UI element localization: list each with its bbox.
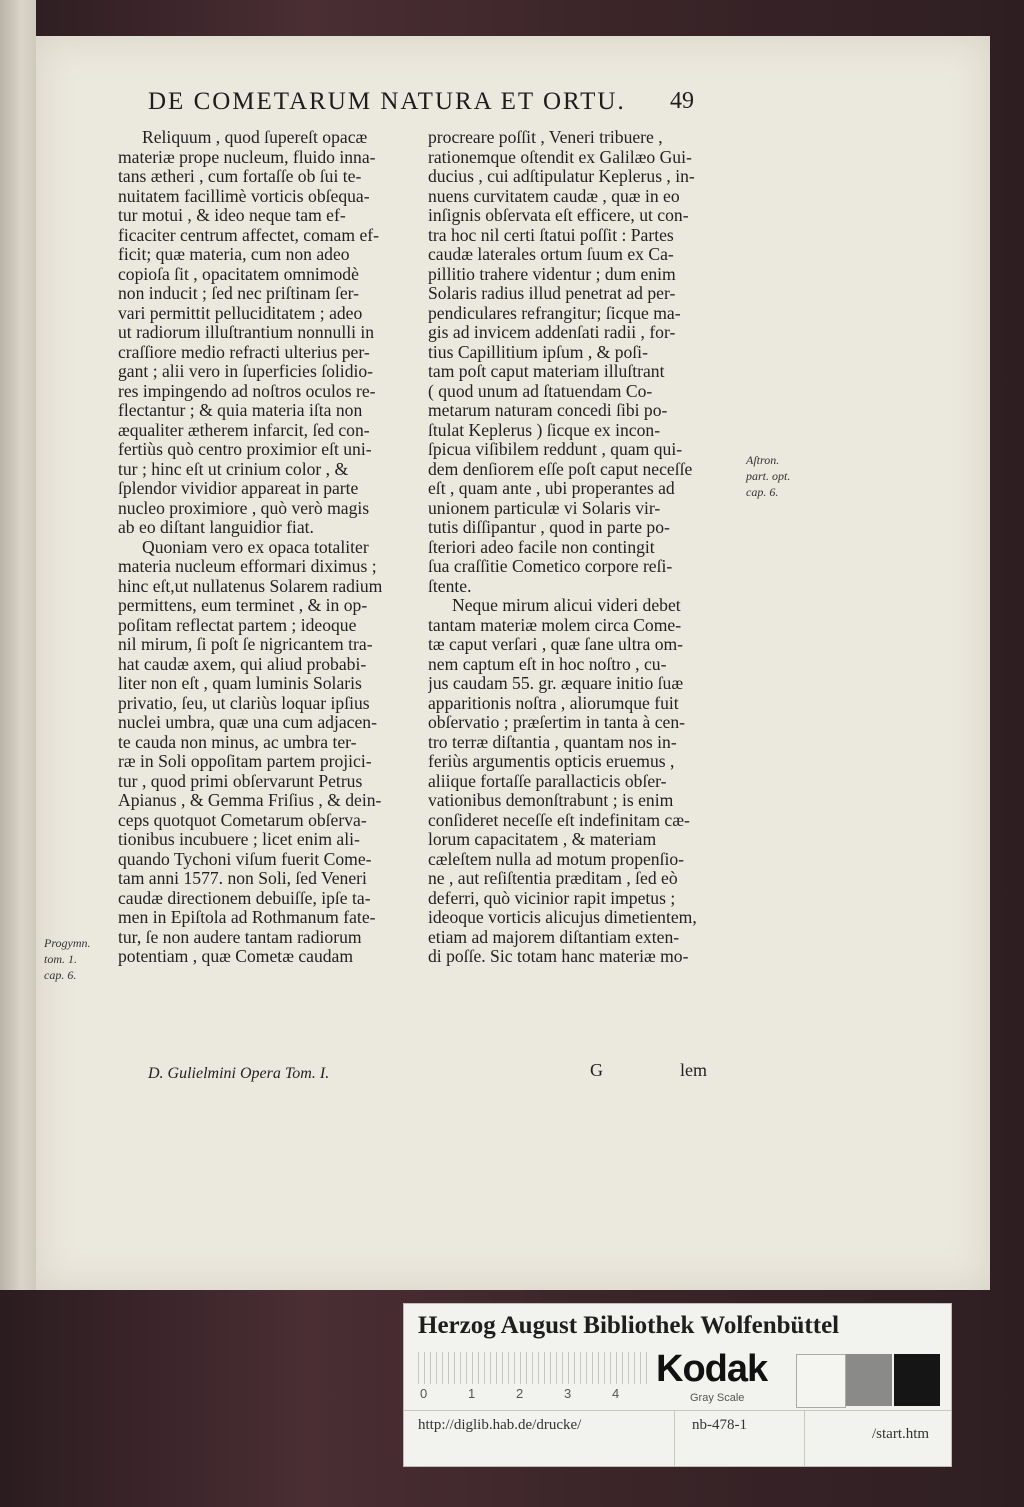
text-line: apparitionis noſtra , aliorumque fuit [428, 693, 679, 713]
text-line: pendiculares refrangitur; ſicque ma- [428, 303, 681, 323]
ruler-numbers [418, 1386, 648, 1404]
text-line: Apianus , & Gemma Friſius , & dein- [118, 791, 382, 810]
text-line: ſtente. [428, 576, 472, 596]
text-line: tur ; hinc eſt ut crinium color , & [118, 459, 349, 479]
library-color-card [403, 1303, 952, 1467]
text-line: di poſſe. Sic totam hanc materiæ mo- [428, 947, 689, 966]
page-number: 49 [670, 88, 694, 114]
text-line: tionibus incubuere ; licet enim ali- [118, 830, 360, 849]
margin-note-left [44, 935, 91, 983]
text-line: privatio, ſeu, ut clariùs loquar ipſius [118, 693, 370, 713]
text-line: gis ad invicem addenſati radii , for- [428, 323, 676, 342]
white-swatch [796, 1354, 846, 1408]
text-line: tius Capillitium ipſum , & poſi- [428, 342, 648, 362]
text-line: tantam materiæ molem circa Come- [428, 615, 682, 635]
ruler-scale [418, 1352, 648, 1384]
card-vertical-divider [674, 1410, 675, 1466]
text-line: hinc eſt,ut nullatenus Solarem radium [118, 576, 383, 596]
text-line: ræ in Soli oppoſitam partem projici- [118, 752, 372, 771]
text-line: Reliquum , quod ſupereſt opacæ [142, 128, 368, 147]
ruler-number: 2 [516, 1386, 524, 1401]
shelfmark: nb-478-1 [692, 1417, 747, 1433]
text-line: ceps quotquot Cometarum obſerva- [118, 810, 367, 830]
text-line: ducius , cui adſtipulatur Keplerus , in- [428, 167, 695, 186]
text-line: etiam ad majorem diſtantiam exten- [428, 927, 680, 947]
text-line: tur motui , & ideo neque tam ef- [118, 206, 346, 225]
text-line: jus caudam 55. gr. æquare initio ſuæ [428, 674, 684, 693]
text-line: copioſa ſit , opacitatem omnimodè [118, 264, 359, 284]
text-line: Quoniam vero ex opaca totaliter [142, 537, 369, 557]
text-line: ne , aut reſiſtentia præditam , ſed eò [428, 869, 678, 888]
running-head: DE COMETARUM NATURA ET ORTU. [148, 88, 626, 115]
text-line: ſua craſſitie Cometico corpore reſi- [428, 557, 673, 576]
card-vertical-divider [804, 1410, 805, 1466]
text-line: caudæ directionem debuiſſe, ipſe ta- [118, 888, 371, 908]
text-line: potentiam , quæ Cometæ caudam [118, 947, 354, 966]
text-line: materia nucleum efformari diximus ; [118, 557, 377, 576]
text-line: ſtulat Keplerus ) ſicque ex incon- [428, 420, 661, 440]
text-line: non inducit ; ſed nec priſtinam ſer- [118, 284, 360, 303]
text-line: ſpicua viſibilem reddunt , quam qui- [428, 440, 683, 459]
text-line: æqualiter ætherem infarcit, ſed con- [118, 420, 370, 440]
text-line: tur, ſe non audere tantam radiorum [118, 927, 362, 947]
text-line: Progymn. [44, 936, 91, 950]
ruler-number: 3 [564, 1386, 572, 1401]
text-line: pillitio trahere videntur ; dum enim [428, 264, 676, 284]
text-line: liter non eſt , quam luminis Solaris [118, 674, 362, 693]
text-line: ab eo diſtant languidior fiat. [118, 518, 314, 537]
kodak-logo: Kodak [656, 1348, 768, 1390]
text-line: obſervatio ; præſertim in tanta à cen- [428, 713, 685, 732]
text-line: quando Tychoni viſum fuerit Come- [118, 849, 372, 869]
text-line: part. opt. [746, 469, 791, 483]
text-line: lorum capacitatem , & materiam [428, 830, 657, 849]
right-text-column [428, 128, 738, 967]
text-line: nucleo proximiore , quò verò magis [118, 498, 370, 518]
left-text-column [118, 128, 418, 967]
text-line: permittens, eum terminet , & in op- [118, 596, 368, 615]
text-line: vari permittit pelluciditatem ; adeo [118, 303, 363, 323]
text-line: poſitam reflectat partem ; ideoque [118, 615, 357, 635]
text-line: materiæ prope nucleum, fluido inna- [118, 147, 376, 167]
text-line: conſideret neceſſe eſt indefinitam cæ- [428, 810, 690, 830]
text-line: nem captum eſt in hoc noſtro , cu- [428, 654, 667, 674]
text-line: ficit; quæ materia, cum non adeo [118, 245, 350, 264]
text-line: te cauda non minus, ac umbra ter- [118, 732, 357, 752]
text-line: nuitatem facillimè vorticis obſequa- [118, 186, 370, 206]
signature-line: D. Gulielmini Opera Tom. I. [148, 1065, 330, 1082]
text-line: ſplendor vividior appareat in parte [118, 479, 359, 498]
text-line: nil mirum, ſi poſt ſe nigricantem tra- [118, 635, 373, 654]
gray-swatch [846, 1354, 892, 1406]
text-line: ut radiorum illuſtrantium nonnulli in [118, 323, 375, 342]
text-line: eſt , quam ante , ubi properantes ad [428, 479, 675, 498]
text-line: hat caudæ axem, qui aliud probabi- [118, 654, 367, 674]
text-line: ideoque vorticis alicujus dimetientem, [428, 908, 697, 927]
ruler-number: 4 [612, 1386, 620, 1401]
text-line: vationibus demonſtrabunt ; is enim [428, 791, 674, 810]
library-title: Herzog August Bibliothek Wolfenbüttel [418, 1312, 840, 1339]
text-line: ſteriori adeo facile non contingit [428, 537, 655, 557]
text-line: caudæ laterales ortum ſuum ex Ca- [428, 245, 674, 264]
black-swatch [894, 1354, 940, 1406]
text-line: tam poſt caput materiam illuſtrant [428, 362, 665, 381]
text-line: tam anni 1577. non Soli, ſed Veneri [118, 869, 367, 888]
text-line: cap. 6. [746, 485, 779, 499]
text-line: men in Epiſtola ad Rothmanum fate- [118, 908, 376, 927]
signature-mark: G [590, 1060, 603, 1080]
text-line: Aſtron. [746, 453, 780, 467]
text-line: gant ; alii vero in ſuperficies ſolidio- [118, 362, 374, 381]
text-line: nuens curvitatem caudæ , quæ in eo [428, 186, 680, 206]
text-line: unionem particulæ vi Solaris vir- [428, 498, 661, 518]
text-line: procreare poſſit , Veneri tribuere , [428, 128, 663, 147]
ruler-number: 1 [468, 1386, 476, 1401]
margin-note-right [746, 452, 790, 500]
catchword: lem [680, 1060, 707, 1080]
text-line: rationemque oſtendit ex Galilæo Gui- [428, 147, 692, 167]
text-line: Solaris radius illud penetrat ad per- [428, 284, 676, 303]
text-line: cap. 6. [44, 968, 77, 982]
text-line: ( quod unum ad ſtatuendam Co- [428, 381, 653, 401]
text-line: tæ caput verſari , quæ ſane ultra om- [428, 635, 684, 654]
text-line: inſignis obſervata eſt efficere, ut con- [428, 206, 689, 225]
text-line: nuclei umbra, quæ una cum adjacen- [118, 713, 377, 732]
text-line: craſſiore medio refracti ulterius per- [118, 342, 370, 362]
text-line: tur , quod primi obſervarunt Petrus [118, 771, 363, 791]
text-line: tans ætheri , cum fortaſſe ob ſui te- [118, 167, 362, 186]
text-line: Neque mirum alicui videri debet [452, 596, 681, 615]
text-line: dem denſiorem eſſe poſt caput neceſſe [428, 459, 693, 479]
card-divider [404, 1410, 951, 1411]
gray-scale-label: Gray Scale [690, 1392, 745, 1404]
text-line: deferri, quò vicinior rapit impetus ; [428, 888, 676, 908]
text-line: aliique fortaſſe parallacticis obſer- [428, 771, 667, 791]
text-line: feriùs argumentis opticis eruemus , [428, 752, 675, 771]
text-line: fertiùs quò centro proximior eſt uni- [118, 440, 372, 459]
text-line: tra hoc nil certi ſtatui poſſit : Partes [428, 225, 674, 245]
start-link[interactable]: /start.htm [872, 1426, 930, 1442]
text-line: ficaciter centrum affectet, comam ef- [118, 225, 379, 245]
previous-page-edge [0, 0, 36, 1290]
text-line: metarum naturam concedi ſibi po- [428, 401, 668, 420]
text-line: tutis diſſipantur , quod in parte po- [428, 518, 670, 537]
text-line: tom. 1. [44, 952, 77, 966]
text-line: res impingendo ad noſtros oculos re- [118, 381, 376, 401]
ruler-number: 0 [420, 1386, 428, 1401]
text-line: tro terræ diſtantia , quantam nos in- [428, 732, 677, 752]
text-line: cæleſtem nulla ad motum propenſio- [428, 849, 685, 869]
library-url[interactable]: http://diglib.hab.de/drucke/ [418, 1417, 582, 1433]
text-line: flectantur ; & quia materia iſta non [118, 401, 363, 420]
